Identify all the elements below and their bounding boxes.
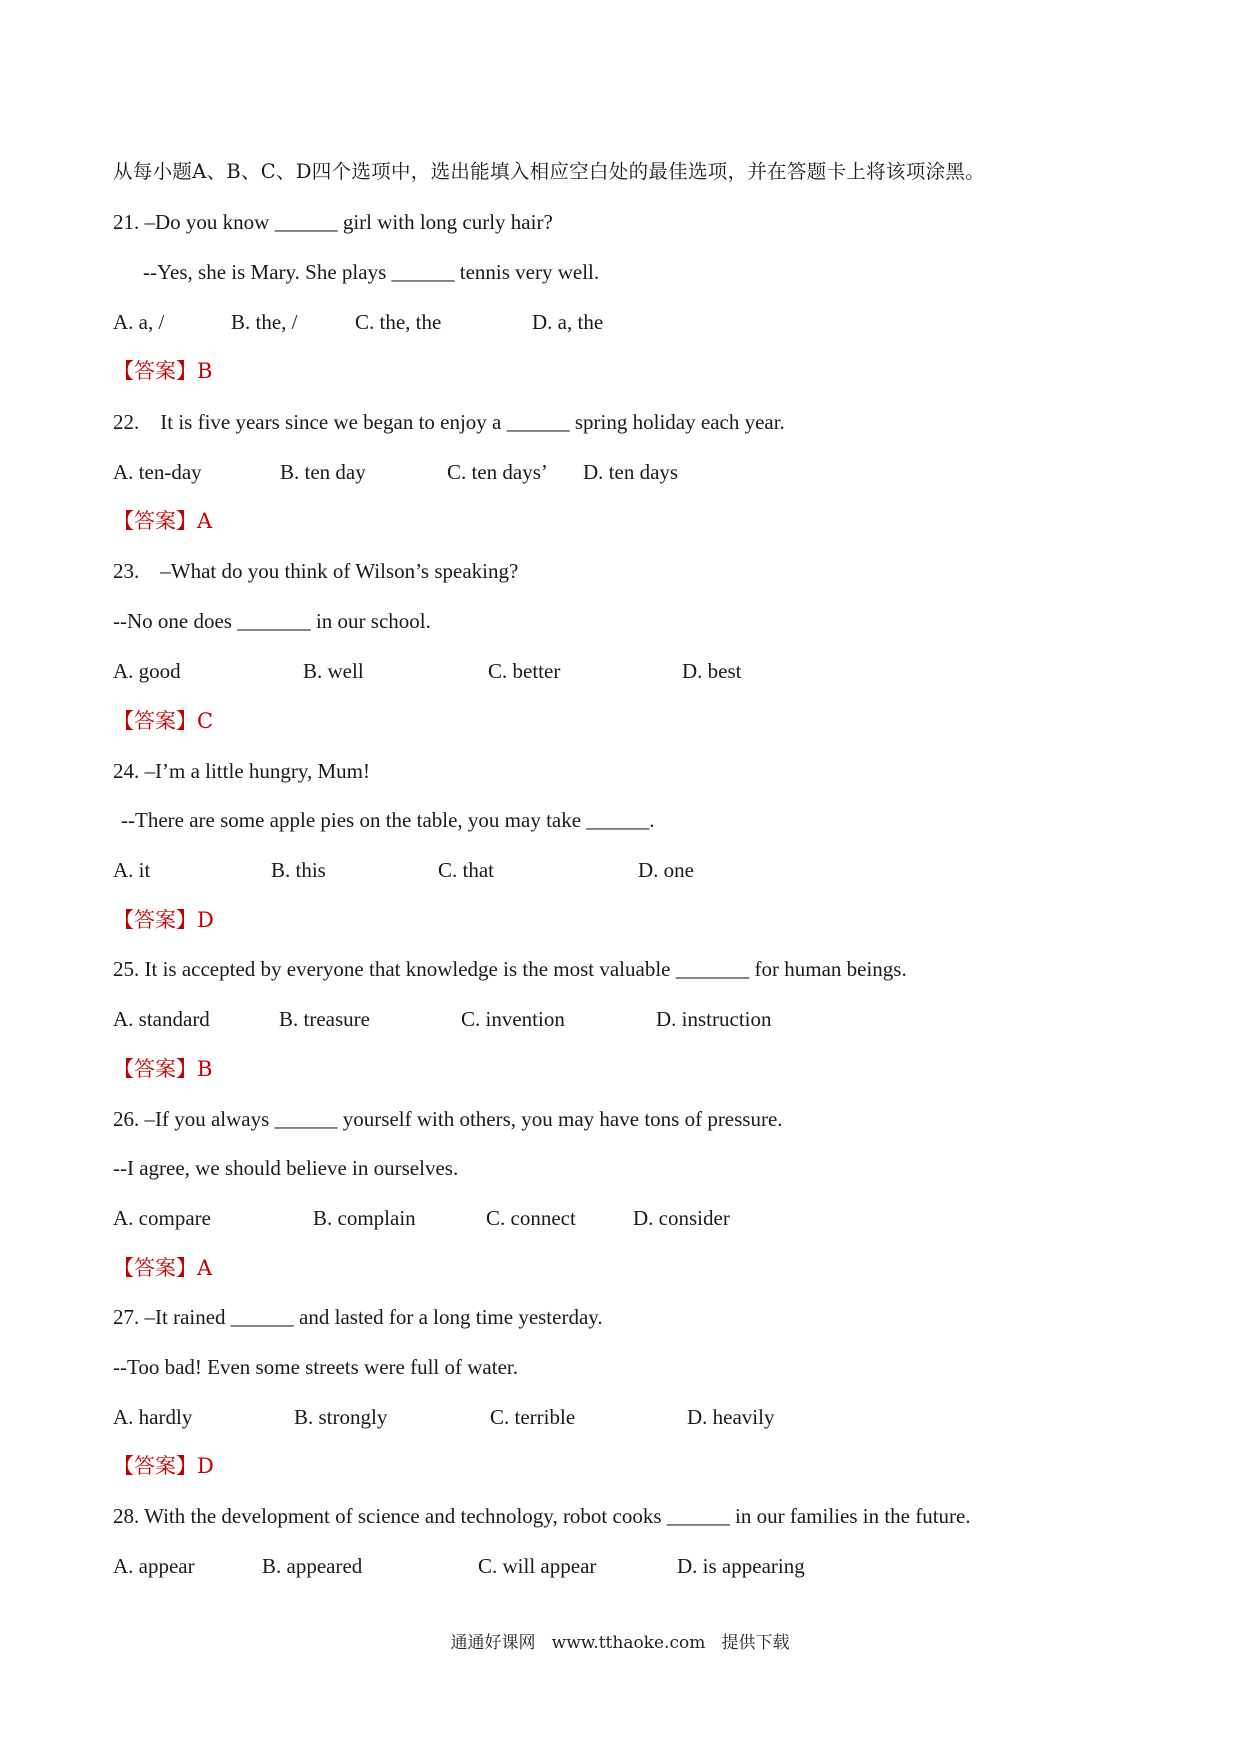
question-27-option-c: C. terrible [490,1405,576,1429]
question-26-option-d: D. consider [633,1206,730,1230]
question-22-stem: 22. It is five years since we began to enjoy a ______ spring holiday each year. [113,410,785,434]
question-25-stem: 25. It is accepted by everyone that knowledge is the most valuable _______ for human beings. [113,957,907,981]
question-24-option-c: C. that [438,858,494,882]
question-21-answer: 【答案】B [113,359,213,383]
question-24-option-d: D. one [638,858,694,882]
question-25-option-c: C. invention [461,1007,565,1031]
question-27-reply: --Too bad! Even some streets were full of water. [113,1355,518,1379]
question-21-stem: 21. –Do you know ______ girl with long curly hair? [113,210,553,234]
question-22-option-c: C. ten days’ [447,460,548,484]
question-23-reply: --No one does _______ in our school. [113,609,431,633]
question-22-option-d: D. ten days [583,460,679,484]
instruction-text: 从每小题A、B、C、D四个选项中，选出能填入相应空白处的最佳选项，并在答题卡上将该项涂黑。 [113,160,985,183]
question-23-answer: 【答案】C [113,709,214,733]
question-25-option-b: B. treasure [279,1007,370,1031]
question-25-answer: 【答案】B [113,1057,213,1081]
question-28-option-c: C. will appear [478,1554,597,1578]
question-21-option-a: A. a, / [113,310,165,334]
question-27-option-a: A. hardly [113,1405,193,1429]
question-26-reply: --I agree, we should believe in ourselves. [113,1156,459,1180]
question-21-reply: --Yes, she is Mary. She plays ______ tennis very well. [143,260,600,284]
question-22-option-a: A. ten-day [113,460,202,484]
question-28-option-d: D. is appearing [677,1554,805,1578]
question-23-option-b: B. well [303,659,364,683]
question-21-option-b: B. the, / [231,310,298,334]
question-23-option-a: A. good [113,659,181,683]
question-23-option-c: C. better [488,659,561,683]
question-28-option-b: B. appeared [262,1554,363,1578]
question-27-option-d: D. heavily [687,1405,775,1429]
question-24-option-b: B. this [271,858,326,882]
question-25-option-d: D. instruction [656,1007,772,1031]
question-26-option-a: A. compare [113,1206,211,1230]
question-23-stem: 23. –What do you think of Wilson’s speaking? [113,559,519,583]
question-21-option-d: D. a, the [532,310,604,334]
question-28-stem: 28. With the development of science and technology, robot cooks ______ in our families in the future. [113,1504,971,1528]
question-27-answer: 【答案】D [113,1454,214,1478]
question-27-option-b: B. strongly [294,1405,388,1429]
page-footer: 通通好课网 www.tthaoke.com 提供下载 [450,1633,790,1653]
question-24-option-a: A. it [113,858,151,882]
question-25-option-a: A. standard [113,1007,210,1031]
question-26-answer: 【答案】A [113,1256,213,1280]
question-22-option-b: B. ten day [280,460,366,484]
question-27-stem: 27. –It rained ______ and lasted for a long time yesterday. [113,1305,603,1329]
question-23-option-d: D. best [682,659,742,683]
question-24-reply: --There are some apple pies on the table, you may take ______. [121,808,655,832]
question-26-option-b: B. complain [313,1206,416,1230]
question-24-stem: 24. –I’m a little hungry, Mum! [113,759,371,783]
question-26-stem: 26. –If you always ______ yourself with others, you may have tons of pressure. [113,1107,783,1131]
question-26-option-c: C. connect [486,1206,576,1230]
question-28-option-a: A. appear [113,1554,195,1578]
question-21-option-c: C. the, the [355,310,442,334]
question-22-answer: 【答案】A [113,509,213,533]
question-24-answer: 【答案】D [113,908,214,932]
